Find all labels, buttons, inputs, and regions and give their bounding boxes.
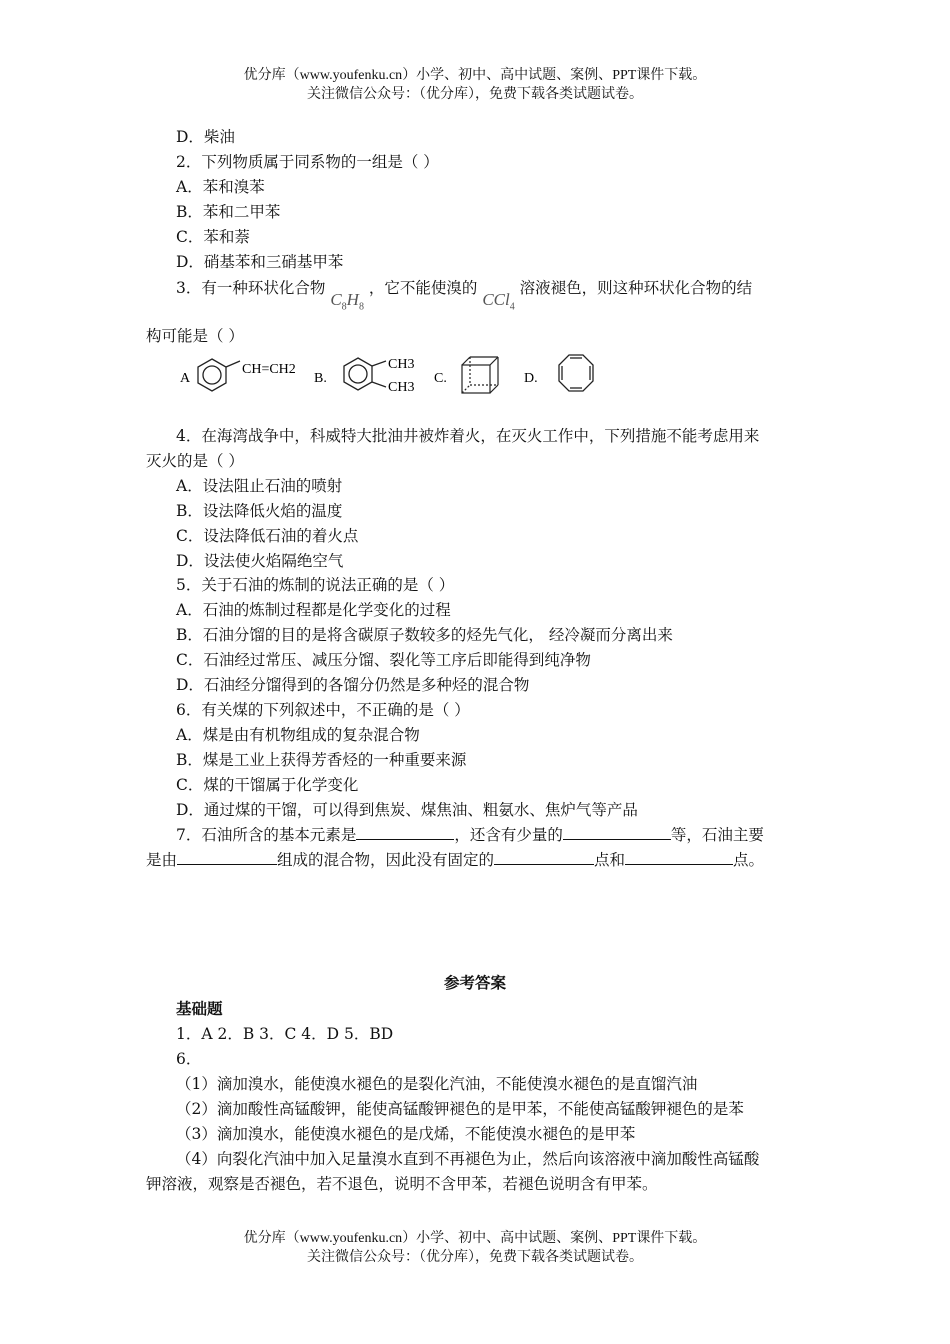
q5-option-b: B．石油分馏的目的是将含碳原子数较多的烃先气化， 经冷凝而分离出来 [176,626,673,644]
header-line-2: 关注微信公众号：（优分库），免费下载各类试题试卷。 [307,86,643,102]
q4-stem: 4．在海湾战争中，科威特大批油井被炸着火，在灭火工作中，下列措施不能考虑用来 [176,427,760,445]
cubane-structure [462,357,498,393]
q6-option-a: A．煤是由有机物组成的复杂混合物 [176,726,420,744]
struct-a-group: CH=CH2 [242,362,296,377]
q6-option-b: B．煤是工业上获得芳香烃的一种重要来源 [176,751,467,769]
q5-option-d: D．石油经分馏得到的各馏分仍然是多种烃的混合物 [176,676,530,694]
q7-text: 点。 [733,851,765,869]
footer-line-1 [0,1229,950,1248]
struct-label-b: B. [314,371,327,386]
q3-stem-text: 3．有一种环状化合物 [176,279,326,297]
fill-blank-1[interactable] [356,825,454,840]
q2-option-a: A．苯和溴苯 [176,178,265,196]
q3-stem-text: 溶液褪色，则这种环状化合物的结 [519,279,753,297]
q5-option-a: A．石油的炼制过程都是化学变化的过程 [176,601,451,619]
answers-title: 参考答案 [443,973,506,992]
header-text: PPT [612,68,637,83]
q3-structure-figure [176,346,616,406]
formula-subscript: 8 [341,301,347,313]
footer-text: PPT [612,1231,637,1246]
header-line-1 [0,66,950,85]
cyclooctatetraene-structure [559,355,593,391]
q2-option-d: D．硝基苯和三硝基甲苯 [176,253,344,271]
styrene-structure [198,359,240,391]
struct-label-a: A [180,371,191,386]
q7-text: 组成的混合物，因此没有固定的 [277,851,495,869]
formula-ccl4 [482,290,515,313]
q2-option-c: C．苯和萘 [176,228,250,246]
footer-line-2: 关注微信公众号：（优分库），免费下载各类试题试卷。 [307,1249,643,1265]
answer-6-item-4-continued: 钾溶液，观察是否褪色，若不退色，说明不含甲苯，若褪色说明含有甲苯。 [146,1175,658,1193]
formula-subscript: 4 [509,301,515,313]
page-footer [0,1229,950,1267]
q2-option-b: B．苯和二甲苯 [176,203,281,221]
struct-label-c: C. [434,371,447,386]
footer-text: ）小学、初中、高中试题、案例、 [402,1230,613,1246]
q6-stem: 6．有关煤的下列叙述中，不正确的是（ ） [176,701,470,719]
xylene-structure [344,358,386,390]
q3-stem [176,277,753,313]
page-header [0,66,950,104]
q4-option-d: D．设法使火焰隔绝空气 [176,552,344,570]
q7-text: 等，石油主要 [670,826,764,844]
footer-text: 优分库（ [243,1230,300,1246]
header-text: ）小学、初中、高中试题、案例、 [402,67,613,83]
struct-label-d: D. [524,371,538,386]
q7-line-2 [146,849,764,871]
header-text: 优分库（ [243,67,300,83]
q4-option-b: B．设法降低火焰的温度 [176,502,343,520]
formula-c8h8 [330,290,364,313]
fill-blank-3[interactable] [177,850,277,865]
formula-symbol: C [330,290,342,309]
q2-stem: 2．下列物质属于同系物的一组是（ ） [176,153,439,171]
fill-blank-5[interactable] [625,850,733,865]
q7-line-1 [176,824,764,846]
footer-url: www.youfenku.cn [299,1231,403,1246]
answers-line-2: 6． [176,1050,202,1068]
q7-text: ，还含有少量的 [454,826,563,844]
q4-option-a: A．设法阻止石油的喷射 [176,477,343,495]
q7-text: 7．石油所含的基本元素是 [176,826,357,844]
footer-text: 课件下载。 [636,1230,707,1246]
answer-6-item-1: （1）滴加溴水，能使溴水褪色的是裂化汽油，不能使溴水褪色的是直馏汽油 [176,1075,698,1093]
header-text: 课件下载。 [636,67,707,83]
q5-option-c: C．石油经过常压、减压分馏、裂化等工序后即能得到纯净物 [176,651,591,669]
struct-b-group-2: CH3 [388,380,415,395]
q1-option-d: D．柴油 [176,128,235,146]
q4-stem-continued: 灭火的是（ ） [146,452,244,470]
answers-line-1: 1．A 2．B 3．C 4．D 5．BD [176,1025,394,1043]
answers-section: 基础题 [176,999,223,1018]
fill-blank-4[interactable] [494,850,594,865]
formula-symbol: H [346,290,359,309]
answer-6-item-3: （3）滴加溴水，能使溴水褪色的是戊烯，不能使溴水褪色的是甲苯 [176,1125,636,1143]
struct-b-group-1: CH3 [388,357,415,372]
q5-stem: 5．关于石油的炼制的说法正确的是（ ） [176,576,455,594]
q6-option-c: C．煤的干馏属于化学变化 [176,776,359,794]
fill-blank-2[interactable] [563,825,671,840]
q3-stem-text: ，它不能使溴的 [368,279,478,297]
q7-text: 点和 [594,851,626,869]
q4-option-c: C．设法降低石油的着火点 [176,527,359,545]
q6-option-d: D．通过煤的干馏，可以得到焦炭、煤焦油、粗氨水、焦炉气等产品 [176,801,638,819]
formula-subscript: 8 [358,301,364,313]
header-url: www.youfenku.cn [299,68,403,83]
answer-6-item-2: （2）滴加酸性高锰酸钾，能使高锰酸钾褪色的是甲苯，不能使高锰酸钾褪色的是苯 [176,1100,744,1118]
q7-text: 是由 [146,851,178,869]
answer-6-item-4: （4）向裂化汽油中加入足量溴水直到不再褪色为止，然后向该溶液中滴加酸性高锰酸 [176,1150,760,1168]
q3-stem-continued: 构可能是（ ） [146,327,244,345]
formula-symbol: CCl [482,290,510,309]
